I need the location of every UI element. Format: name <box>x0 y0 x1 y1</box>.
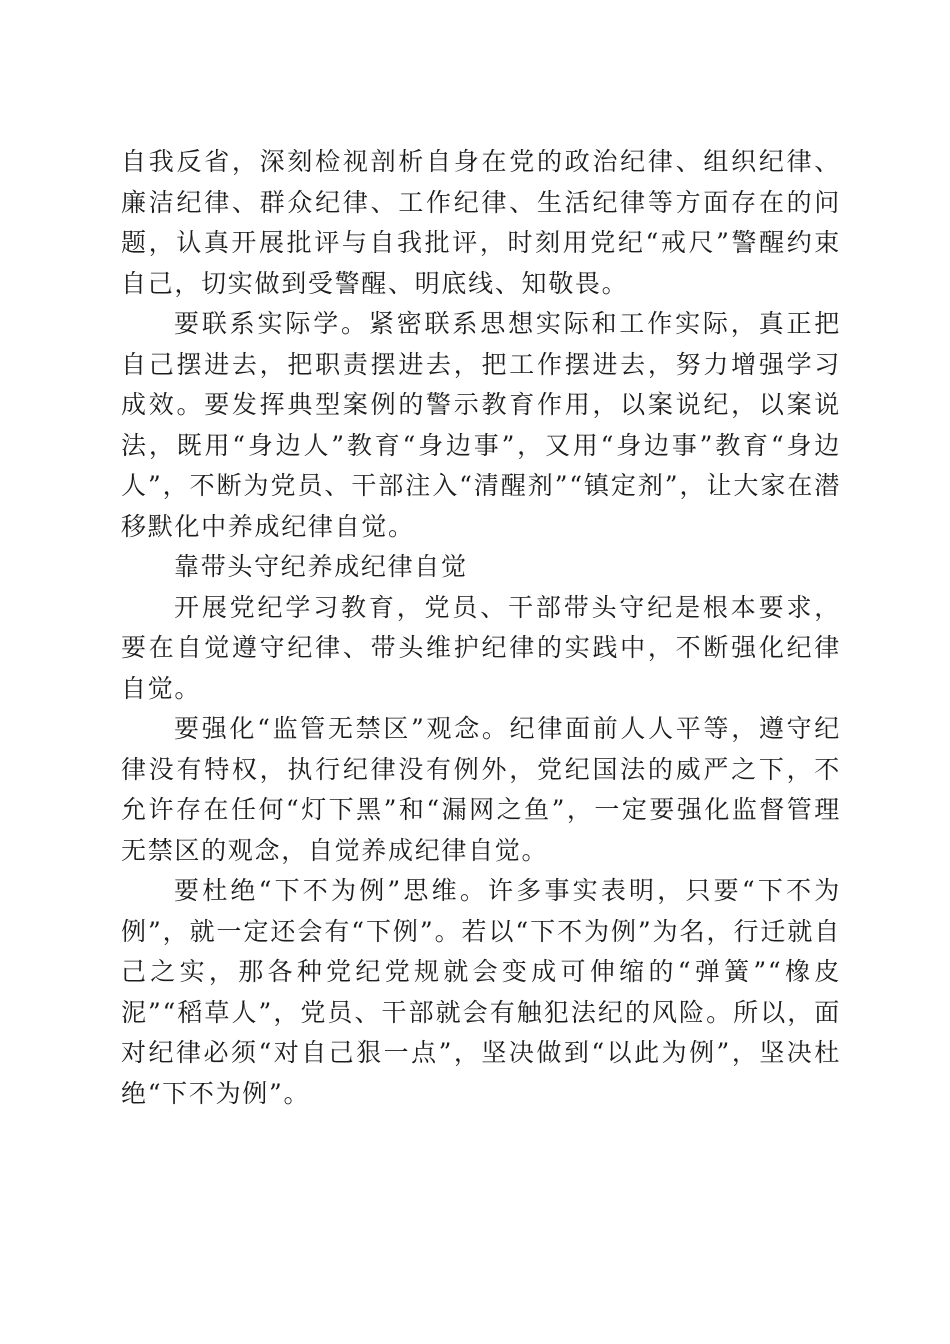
paragraph-no-exceptions: 要杜绝“下不为例”思维。许多事实表明，只要“下不为例”，就一定还会有“下例”。若以“下不为例”为名，行迁就自己之实，那各种党纪党规就会变成可伸缩的“弹簧”“橡皮泥”“稻草人”，党员、干部就会有触犯法纪的风险。所以，面对纪律必须“对自己狠一点”，坚决做到“以此为例”，坚决杜绝“下不为例”。 <box>121 876 841 1108</box>
paragraph-self-reflection: 自我反省，深刻检视剖析自身在党的政治纪律、组织纪律、廉洁纪律、群众纪律、工作纪律、生活纪律等方面存在的问题，认真开展批评与自我批评，时刻用党纪“戒尺”警醒约束自己，切实做到受警醒、明底线、知敬畏。 <box>121 147 841 298</box>
section-heading: 靠带头守纪养成纪律自觉 <box>174 552 468 581</box>
paragraph-no-blind-spots: 要强化“监管无禁区”观念。纪律面前人人平等，遵守纪律没有特权，执行纪律没有例外，党纪国法的威严之下，不允许存在任何“灯下黑”和“漏网之鱼”，一定要强化监督管理无禁区的观念，自觉养成纪律自觉。 <box>121 714 841 865</box>
document-body <box>121 142 841 1114</box>
paragraph-learn-with-practice: 要联系实际学。紧密联系思想实际和工作实际，真正把自己摆进去，把职责摆进去，把工作摆进去，努力增强学习成效。要发挥典型案例的警示教育作用，以案说纪，以案说法，既用“身边人”教育“身边事”，又用“身边事”教育“身边人”，不断为党员、干部注入“清醒剂”“镇定剂”，让大家在潜移默化中养成纪律自觉。 <box>121 309 841 541</box>
paragraph-lead-by-example: 开展党纪学习教育，党员、干部带头守纪是根本要求，要在自觉遵守纪律、带头维护纪律的实践中，不断强化纪律自觉。 <box>121 592 841 703</box>
